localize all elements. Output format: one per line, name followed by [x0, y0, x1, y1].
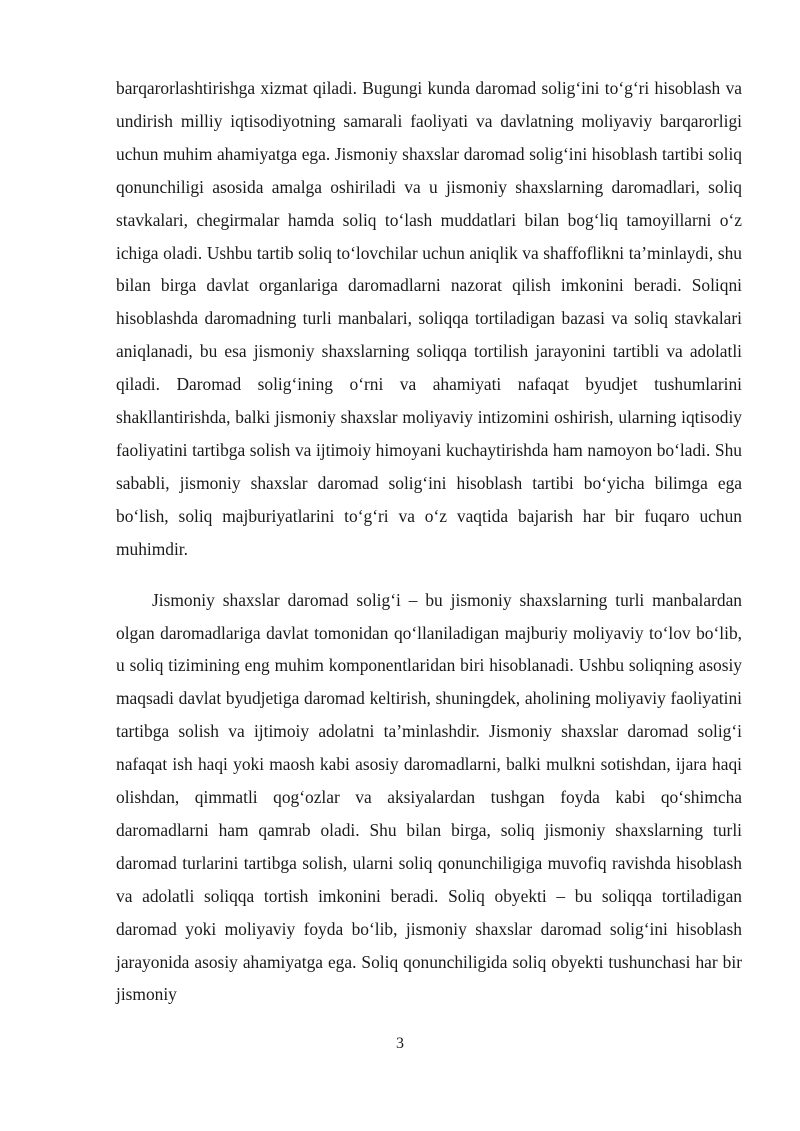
body-text [116, 72, 742, 1011]
page-number: 3 [396, 1035, 404, 1052]
paragraph-income-tax-definition: Jismoniy shaxslar daromad solig‘i – bu jismoniy shaxslarning turli manbalardan olgan daromadlariga davlat tomonidan qo‘llaniladigan majburiy moliyaviy to‘lov bo‘lib, u soliq tizimining eng muhim komponentlaridan biri hisoblanadi. Ushbu soliqning asosiy maqsadi davlat byudjetiga daromad keltirish, shuningdek, aholining moliyaviy faoliyatini tartibga solish va ijtimoiy adolatni ta’minlashdir. Jismoniy shaxslar daromad solig‘i nafaqat ish haqi yoki maosh kabi asosiy daromadlarni, balki mulkni sotishdan, ijara haqi olishdan, qimmatli qog‘ozlar va aksiyalardan tushgan foyda kabi qo‘shimcha daromadlarni ham qamrab oladi. Shu bilan birga, soliq jismoniy shaxslarning turli daromad turlarini tartibga solish, ularni soliq qonunchiligiga muvofiq ravishda hisoblash va adolatli soliqqa tortish imkonini beradi. Soliq obyekti – bu soliqqa tortiladigan daromad yoki moliyaviy foyda bo‘lib, jismoniy shaxslar daromad solig‘ini hisoblash jarayonida asosiy ahamiyatga ega. Soliq qonunchiligida soliq obyekti tushunchasi har bir jismoniy [116, 589, 742, 1005]
paragraph-continuation: barqarorlashtirishga xizmat qiladi. Bugungi kunda daromad solig‘ini to‘g‘ri hisoblash va undirish milliy iqtisodiyotning samarali faoliyati va davlatning moliyaviy barqarorligi uchun muhim ahamiyatga ega. Jismoniy shaxslar daromad solig‘ini hisoblash tartibi soliq qonunchiligi asosida amalga oshiriladi va u jismoniy shaxslarning daromadlari, soliq stavkalari, chegirmalar hamda soliq to‘lash muddatlari bilan bog‘liq tamoyillarni o‘z ichiga oladi. Ushbu tartib soliq to‘lovchilar uchun aniqlik va shaffoflikni ta’minlaydi, shu bilan birga davlat organlariga daromadlarni nazorat qilish imkonini beradi. Soliqni hisoblashda daromadning turli manbalari, soliqqa tortiladigan bazasi va soliq stavkalari aniqlanadi, bu esa jismoniy shaxslarning soliqqa tortilish jarayonini tartibli va adolatli qiladi. Daromad solig‘ining o‘rni va ahamiyati nafaqat byudjet tushumlarini shakllantirishda, balki jismoniy shaxslar moliyaviy intizomini oshirish, ularning iqtisodiy faoliyatini tartibga solish va ijtimoiy himoyani kuchaytirishda ham namoyon bo‘ladi. Shu sababli, jismoniy shaxslar daromad solig‘ini hisoblash tartibi bo‘yicha bilimga ega bo‘lish, soliq majburiyatlarini to‘g‘ri va o‘z vaqtida bajarish har bir fuqaro uchun muhimdir. [116, 78, 742, 559]
